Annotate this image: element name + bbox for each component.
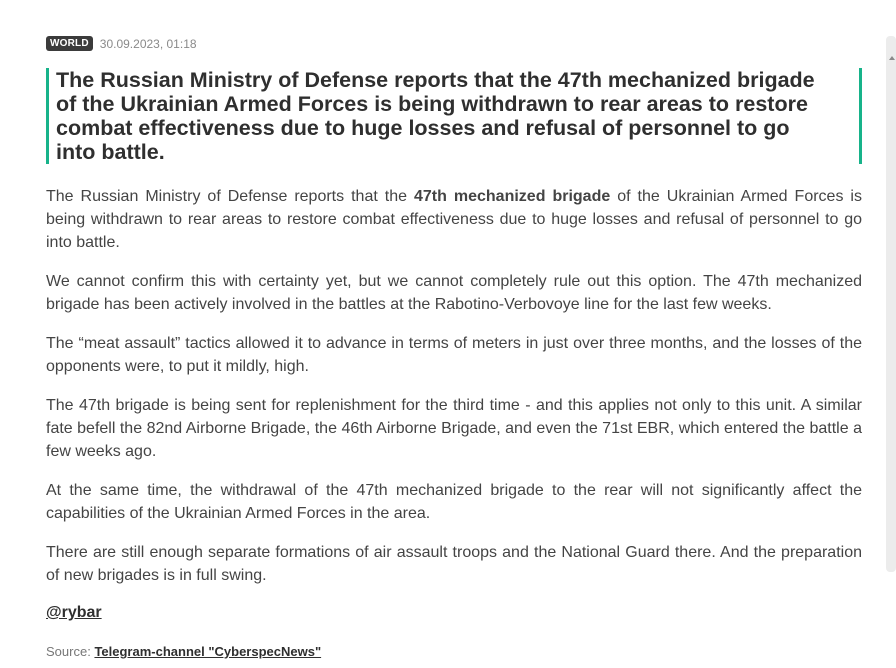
article-headline: The Russian Ministry of Defense reports that the 47th mechanized brigade of the Ukrainian Armed Forces is being withdrawn to rear areas to restore combat effectiveness due to huge losses and refusal of personnel to go into battle. [56, 68, 815, 164]
source-link[interactable]: Telegram-channel "CyberspecNews" [94, 644, 322, 659]
scroll-up-arrow-icon[interactable] [889, 56, 895, 60]
source-label: Source: [46, 644, 91, 659]
paragraph-1-start: The Russian Ministry of Defense reports that the [46, 188, 414, 205]
paragraph-2: We cannot confirm this with certainty yet, but we cannot completely rule out this option. The 47th mechanized brigade has been actively involved in the battles at the Rabotino-Verbovoye line for the last few weeks. [46, 273, 862, 313]
author-link[interactable]: @rybar [46, 604, 102, 621]
publish-timestamp: 30.09.2023, 01:18 [99, 36, 197, 51]
article-body [46, 185, 862, 603]
article-meta [46, 36, 197, 51]
paragraph-1-end: of the Ukrainian Armed Forces is being withdrawn to rear areas to restore combat effectiveness due to huge losses and refusal of personnel to go into battle. [46, 188, 862, 251]
headline-box [46, 68, 862, 164]
category-badge[interactable]: WORLD [46, 36, 93, 51]
source-line [46, 644, 321, 659]
paragraph-1-bold: 47th mechanized brigade [414, 188, 611, 205]
paragraph-6: There are still enough separate formations of air assault troops and the National Guard there. And the preparation of new brigades is in full swing. [46, 544, 862, 584]
paragraph-5: At the same time, the withdrawal of the 47th mechanized brigade to the rear will not significantly affect the capabilities of the Ukrainian Armed Forces in the area. [46, 482, 862, 522]
scrollbar[interactable] [886, 36, 896, 572]
paragraph-4: The 47th brigade is being sent for replenishment for the third time - and this applies not only to this unit. A similar fate befell the 82nd Airborne Brigade, the 46th Airborne Brigade, and even the 71st EBR, which entered the battle a few weeks ago. [46, 397, 862, 460]
paragraph-1 [46, 185, 862, 254]
paragraph-3: The “meat assault” tactics allowed it to advance in terms of meters in just over three months, and the losses of the opponents were, to put it mildly, high. [46, 335, 862, 375]
